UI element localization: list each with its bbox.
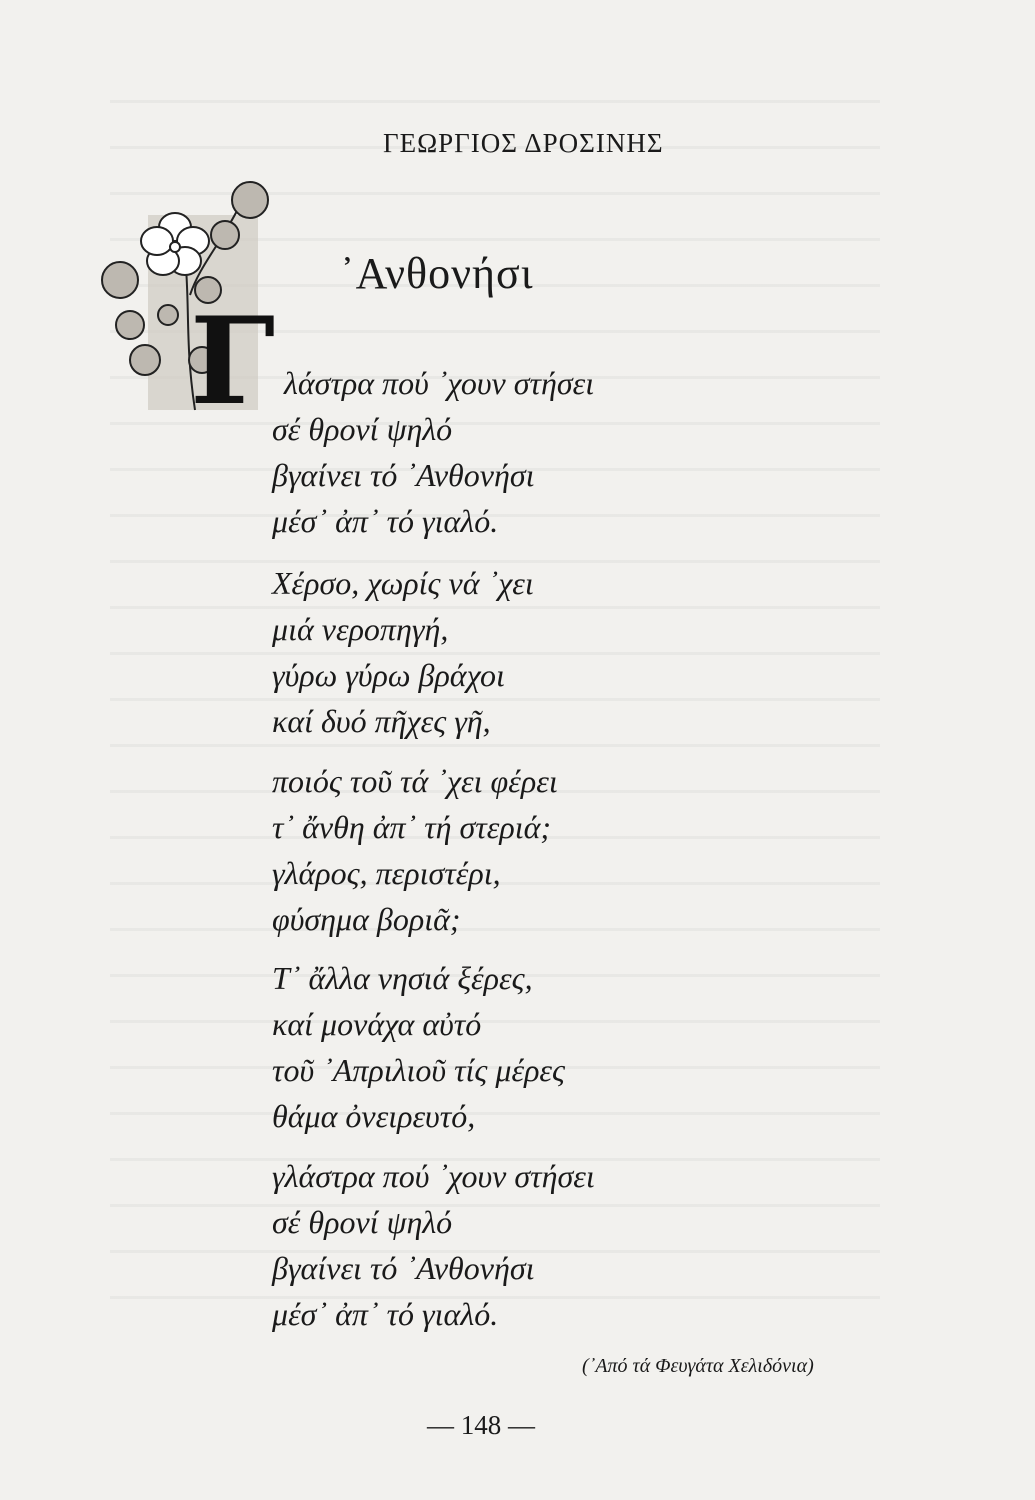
stanza-4 (272, 955, 565, 1139)
poem-line: σέ θρονί ψηλό (272, 411, 453, 447)
poem-line: μιά νεροπηγή, (272, 611, 449, 647)
poem-line: λάστρα πού ᾽χουν στήσει (284, 365, 595, 401)
source-attribution: (᾽Από τά Φευγάτα Χελιδόνια) (582, 1355, 814, 1377)
poem-line: μέσ᾽ ἀπ᾽ τό γιαλό. (272, 503, 499, 539)
poem-line: καί μονάχα αὐτό (272, 1006, 482, 1042)
page-number: — 148 — (427, 1410, 535, 1440)
poem-line: βγαίνει τό ᾽Ανθονήσι (272, 457, 535, 493)
stanza-3 (272, 758, 558, 942)
poem-line: γλάρος, περιστέρι, (272, 855, 501, 891)
flower-drop-cap-ornament (90, 175, 290, 420)
poem-line: θάμα ὀνειρευτό, (272, 1098, 476, 1134)
poem-line: τοῦ ᾽Απριλιοῦ τίς μέρες (272, 1052, 566, 1088)
poem-line: γύρω γύρω βράχοι (272, 657, 505, 693)
poem-line: καί δυό πῆχες γῆ, (272, 703, 491, 739)
poem-title: ᾽Ανθονήσι (340, 249, 534, 298)
poem-line: γλάστρα πού ᾽χουν στήσει (272, 1158, 595, 1194)
stanza-5 (272, 1153, 595, 1337)
stanza-1 (272, 360, 595, 544)
poem-line: Χέρσο, χωρίς νά ᾽χει (272, 565, 534, 601)
poem-line: τ᾽ ἄνθη ἀπ᾽ τή στεριά; (272, 809, 552, 845)
poem-line: μέσ᾽ ἀπ᾽ τό γιαλό. (272, 1296, 499, 1332)
author-name: ΓΕΩΡΓΙΟΣ ΔΡΟΣΙΝΗΣ (383, 128, 664, 158)
drop-cap-letter: Γ (190, 291, 276, 420)
poem-line: ποιός τοῦ τά ᾽χει φέρει (272, 763, 558, 799)
stanza-2 (272, 560, 534, 744)
poem-line: Τ᾽ ἄλλα νησιά ξέρες, (272, 960, 533, 996)
poem-line: βγαίνει τό ᾽Ανθονήσι (272, 1250, 535, 1286)
poem-line: σέ θρονί ψηλό (272, 1204, 453, 1240)
poem-line: φύσημα βοριᾶ; (272, 901, 461, 937)
